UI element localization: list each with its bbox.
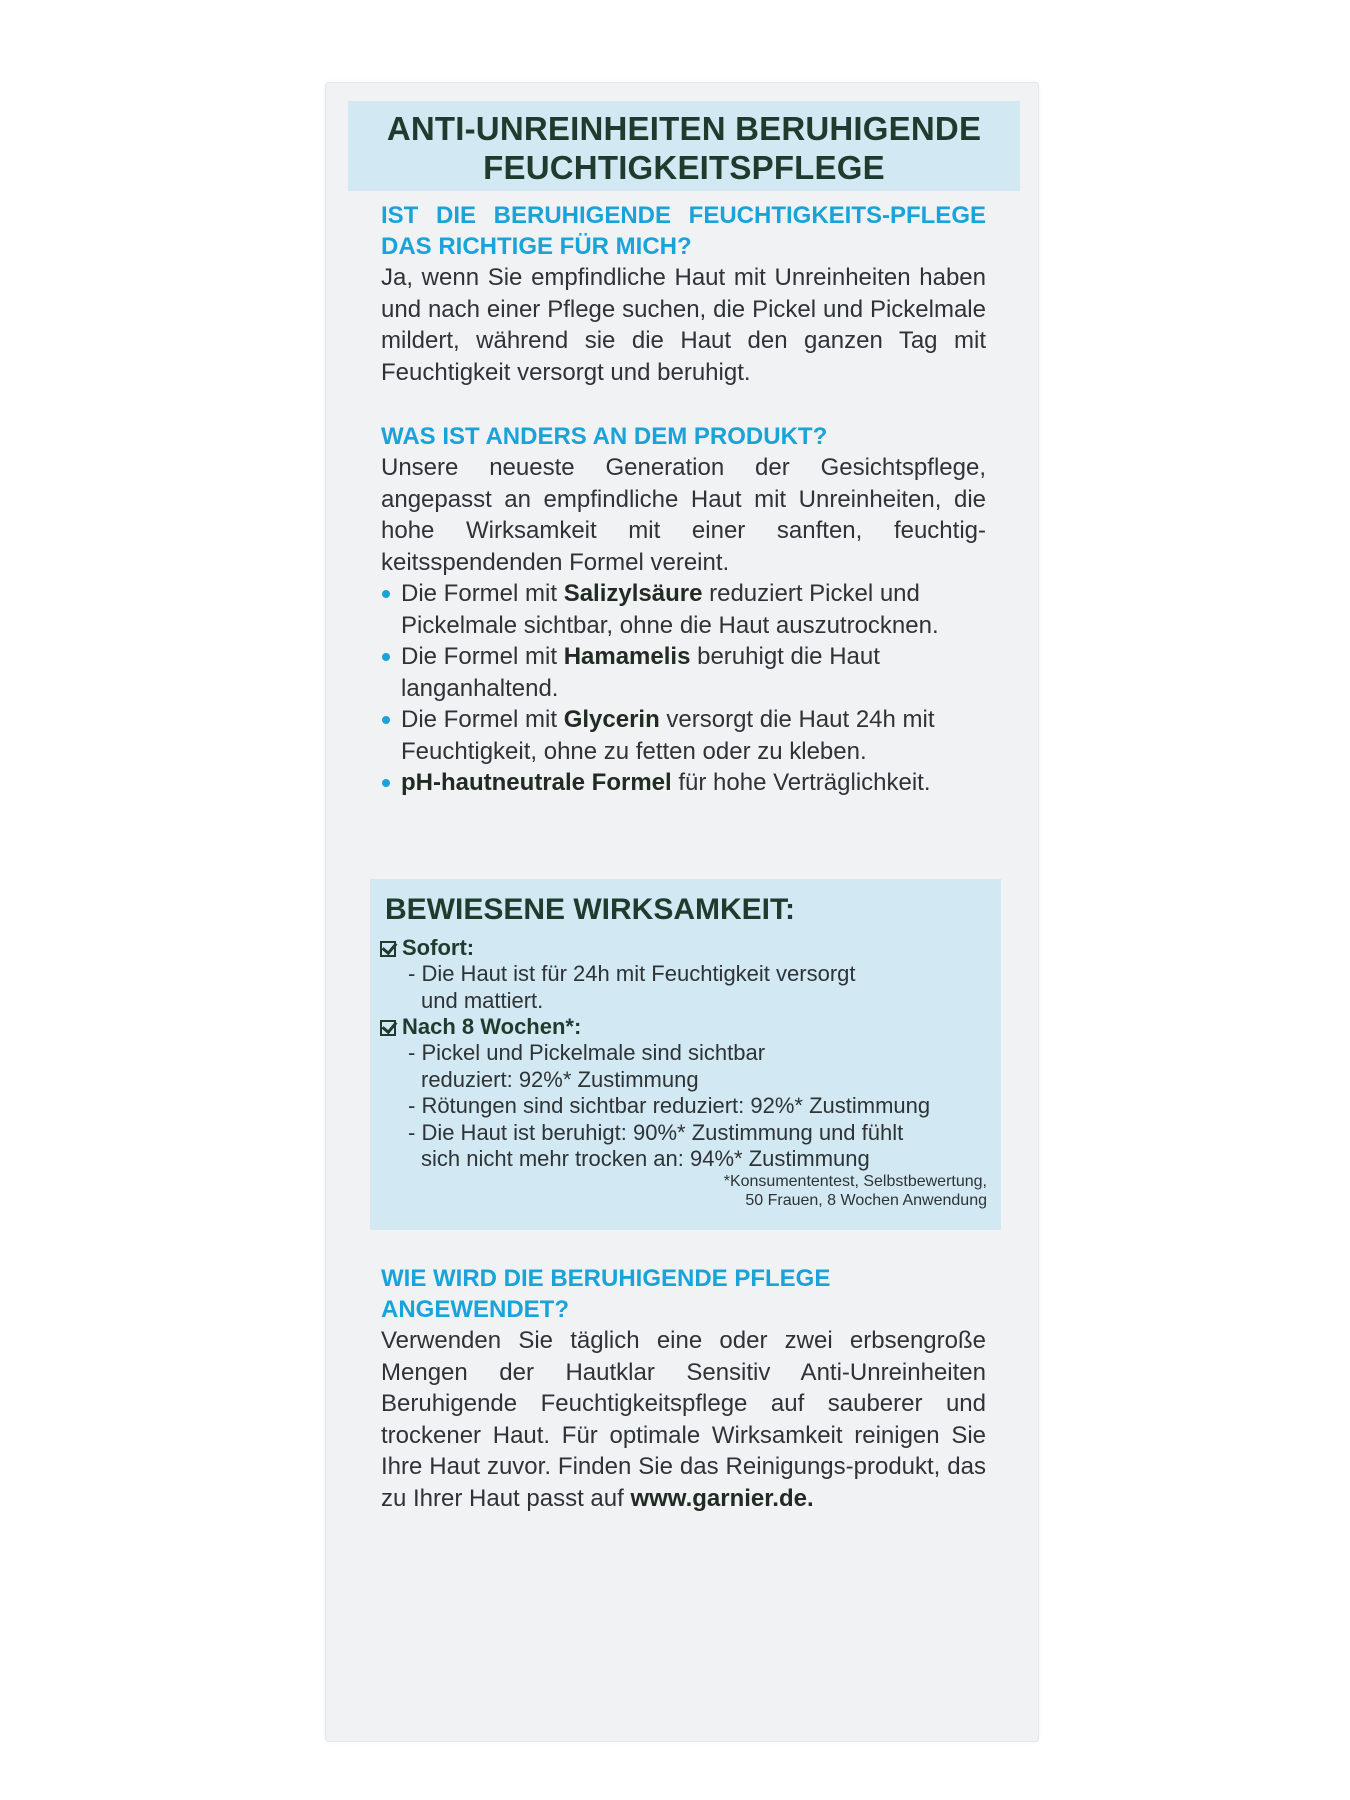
product-title-line1: ANTI-UNREINHEITEN BERUHIGENDE — [386, 110, 982, 147]
section-difference — [381, 421, 986, 799]
study-footnote: *Konsumententest, Selbstbewertung, 50 Frauen, 8 Wochen Anwendung — [723, 1173, 987, 1209]
feature-item: pH-hautneutrale Formel für hohe Verträglichkeit. — [381, 767, 986, 799]
ingredient-salicylic-acid: Salizylsäure — [563, 580, 703, 607]
eight-weeks-results-text: - Pickel und Pickelmale sind sichtbar reduziert: 92%* Zustimmung - Rötungen sind sichtbar reduziert: 92%* Zustimmung - Die Haut ist beruhigt: 90%* Zustimmung und fühlt sich nicht mehr trocken an: 94%* Zustimmung — [408, 1040, 931, 1171]
checkbox-checked-icon — [380, 1020, 396, 1036]
eight-weeks-results-label: Nach 8 Wochen*: — [380, 1014, 581, 1040]
immediate-results-label: Sofort: — [380, 935, 474, 961]
section-application-heading: WIE WIRD DIE BERUHIGENDE PFLEGE ANGEWENDET? — [381, 1265, 831, 1323]
bullet-dot-icon — [382, 779, 390, 787]
feature-list — [381, 578, 986, 799]
proven-efficacy-box — [370, 879, 1001, 1230]
section-application-body: Verwenden Sie täglich eine oder zwei erbsengroße Mengen der Hautklar Sensitiv Anti-Unreinheiten Beruhigende Feuchtigkeitspflege auf sauberer und trockener Haut. Für optimale Wirksamkeit reinigen Sie Ihre Haut zuvor. Finden Sie das Reinigungs-produkt, das zu Ihrer Haut passt auf www.garnier.de. — [381, 1327, 986, 1512]
feature-item: Die Formel mit Glycerin versorgt die Haut 24h mit Feuchtigkeit, ohne zu fetten oder zu kleben. — [381, 704, 986, 767]
product-title — [348, 101, 1020, 191]
ph-neutral-formula: pH-hautneutrale Formel — [401, 769, 672, 796]
section-suitability-heading: IST DIE BERUHIGENDE FEUCHTIGKEITS-PFLEGE DAS RICHTIGE FÜR MICH? — [381, 202, 986, 260]
proven-efficacy-title: BEWIESENE WIRKSAMKEIT: — [385, 893, 796, 926]
ingredient-hamamelis: Hamamelis — [563, 643, 691, 670]
bullet-dot-icon — [382, 590, 390, 598]
section-suitability-body: Ja, wenn Sie empfindliche Haut mit Unreinheiten haben und nach einer Pflege suchen, die Pickel und Pickelmale mildert, während sie die Haut den ganzen Tag mit Feuchtigkeit versorgt und beruhigt. — [381, 264, 986, 386]
ingredient-glycerin: Glycerin — [563, 706, 660, 733]
feature-item: Die Formel mit Salizylsäure reduziert Pickel und Pickelmale sichtbar, ohne die Haut auszutrocknen. — [381, 578, 986, 641]
section-suitability — [381, 200, 986, 388]
checkbox-checked-icon — [380, 941, 396, 957]
section-application — [381, 1263, 986, 1514]
section-difference-heading: WAS IST ANDERS AN DEM PRODUKT? — [381, 423, 828, 450]
section-difference-body: Unsere neueste Generation der Gesichtspflege, angepasst an empfindliche Haut mit Unreinheiten, die hohe Wirksamkeit mit einer sanften, feuchtig-keitsspendenden Formel vereint. — [381, 454, 986, 576]
bullet-dot-icon — [382, 716, 390, 724]
feature-item: Die Formel mit Hamamelis beruhigt die Haut langanhaltend. — [381, 641, 986, 704]
product-text-panel — [325, 82, 1039, 1742]
product-title-line2: FEUCHTIGKEITSPFLEGE — [483, 149, 885, 186]
bullet-dot-icon — [382, 653, 390, 661]
immediate-results-text: - Die Haut ist für 24h mit Feuchtigkeit versorgt und mattiert. — [408, 961, 856, 1013]
garnier-website-link: www.garnier.de. — [630, 1484, 814, 1512]
